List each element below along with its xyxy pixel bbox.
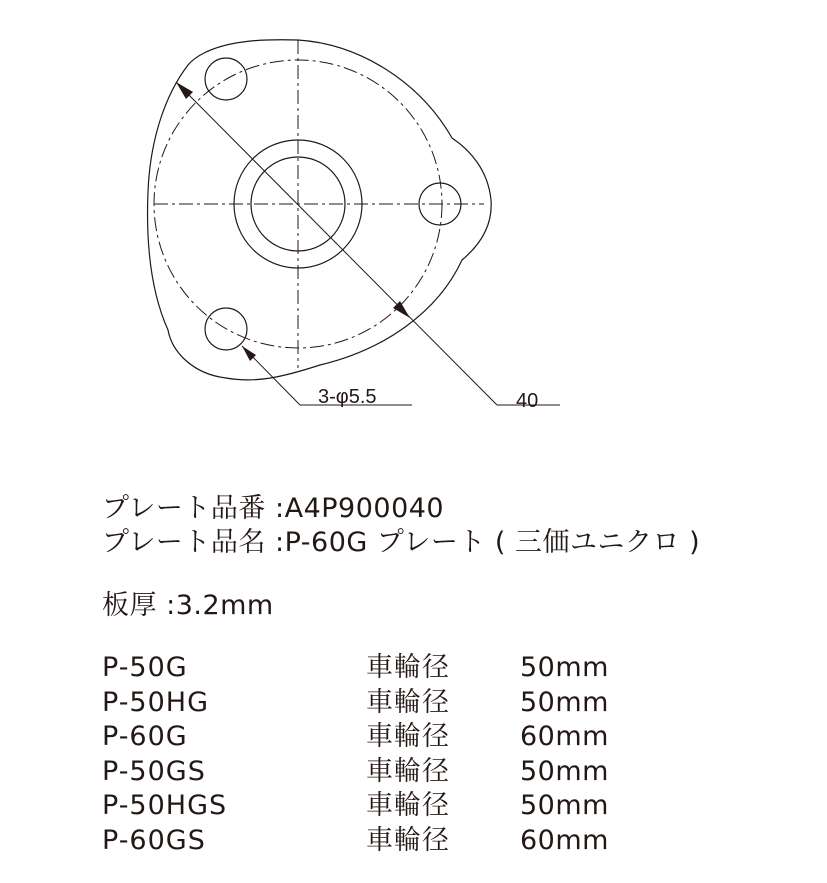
spec-label: 車輪径	[366, 790, 450, 821]
spec-row	[102, 720, 702, 755]
spec-value: 50mm	[520, 686, 609, 718]
spec-model: P-50GS	[102, 755, 206, 787]
spec-row	[102, 651, 702, 686]
spec-model: P-50G	[102, 652, 188, 683]
spec-row	[102, 824, 702, 859]
thickness-value: :3.2mm	[166, 590, 274, 621]
plate-drawing	[0, 0, 827, 440]
spec-value: 50mm	[520, 790, 609, 821]
thickness-label: 板厚	[102, 590, 157, 621]
spec-row	[102, 686, 702, 721]
spec-model: P-60GS	[102, 824, 206, 856]
plate-outline	[148, 40, 492, 380]
part-name-line	[102, 526, 700, 560]
spec-value: 60mm	[520, 721, 609, 752]
spec-value: 50mm	[520, 652, 609, 683]
spec-label: 車輪径	[366, 721, 450, 752]
spec-label: 車輪径	[366, 652, 450, 683]
diameter-callout-text: 40	[516, 390, 539, 412]
part-name-value: :P-60G プレート ( 三価ユニクロ )	[275, 527, 701, 558]
spec-label: 車輪径	[366, 755, 450, 787]
spec-model: P-50HG	[102, 686, 210, 718]
spec-model: P-60G	[102, 721, 188, 752]
spec-model: P-50HGS	[102, 790, 228, 821]
thickness-line	[102, 589, 274, 623]
spec-table	[102, 651, 702, 858]
part-number-label: プレート品番	[102, 493, 266, 524]
spec-row	[102, 755, 702, 790]
spec-label: 車輪径	[366, 824, 450, 856]
spec-row	[102, 789, 702, 824]
part-number-line	[102, 492, 444, 526]
hole-callout-text: 3-φ5.5	[318, 386, 377, 408]
spec-value: 50mm	[520, 755, 609, 787]
spec-value: 60mm	[520, 824, 609, 856]
spec-label: 車輪径	[366, 686, 450, 718]
part-number-value: :A4P900040	[275, 493, 445, 524]
diameter-leader-line	[176, 82, 497, 405]
part-name-label: プレート品名	[102, 527, 266, 558]
